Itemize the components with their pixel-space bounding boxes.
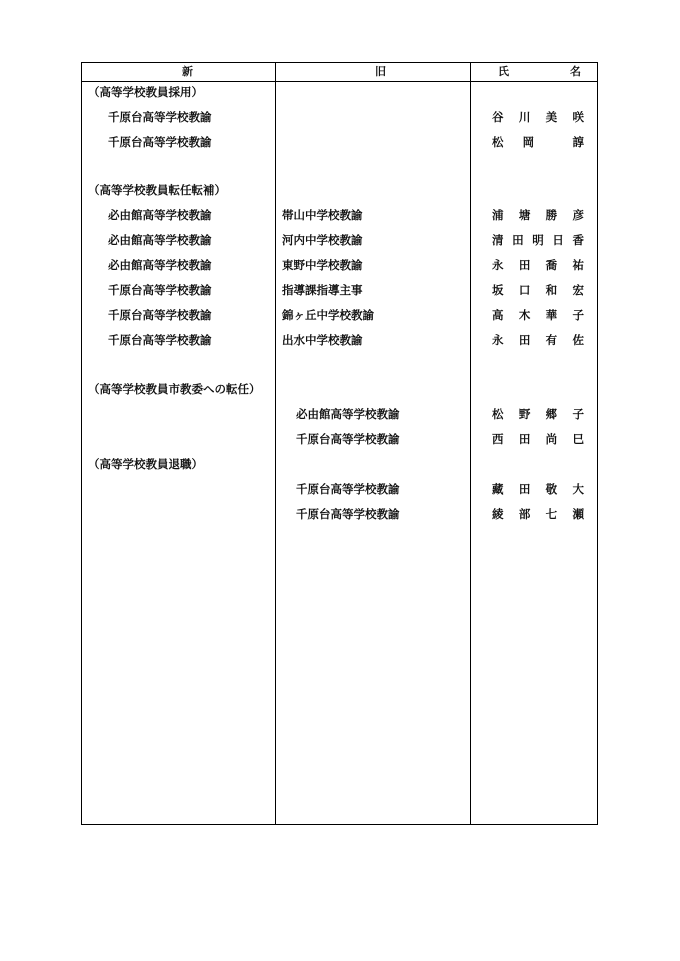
table-row [82,230,597,250]
new-position: 必由館高等学校教諭 [108,258,212,272]
person-name [492,404,584,424]
old-position: 帯山中学校教諭 [282,208,363,222]
section-heading: （高等学校教員転任転補） [88,183,226,197]
table-row [82,132,597,152]
old-position: 東野中学校教諭 [282,258,363,272]
old-position: 千原台高等学校教諭 [296,507,400,521]
person-name [492,504,584,524]
person-name [492,132,584,152]
name-char: 諄 [572,135,584,149]
name-char: 藏 [492,482,504,496]
name-char: 和 [545,283,558,297]
old-position: 千原台高等学校教諭 [296,432,400,446]
table-row [82,479,597,499]
name-char: 尚 [545,432,558,446]
name-char: 敬 [545,482,558,496]
table-row [82,379,597,399]
name-char: 七 [545,507,558,521]
name-char: 坂 [492,283,504,297]
table-row [82,180,597,200]
name-char: 松 [492,407,504,421]
name-char: 永 [492,258,504,272]
old-position: 指導課指導主事 [282,283,363,297]
name-char: 清 [492,233,504,247]
name-char: 西 [492,432,504,446]
section-heading: （高等学校教員採用） [88,85,203,99]
header-name-2: 名 [570,65,581,78]
new-position: 千原台高等学校教諭 [108,333,212,347]
old-position: 錦ヶ丘中学校教諭 [282,308,374,322]
name-char: 子 [572,407,584,421]
person-name [492,479,584,499]
old-position: 必由館高等学校教諭 [296,407,400,421]
name-char: 高 [492,308,504,322]
name-char: 木 [518,308,531,322]
table-row [82,305,597,325]
personnel-table [81,62,598,825]
name-char: 田 [518,482,531,496]
new-position: 必由館高等学校教諭 [108,233,212,247]
table-row [82,404,597,424]
name-char: 瀬 [572,507,584,521]
header-name-1: 氏 [498,65,509,78]
name-char: 郷 [545,407,558,421]
person-name [492,205,584,225]
person-name [492,107,584,127]
name-char: 佐 [572,333,584,347]
name-char: 浦 [492,208,504,222]
old-position: 河内中学校教諭 [282,233,363,247]
new-position: 千原台高等学校教諭 [108,110,212,124]
name-char: 大 [572,482,584,496]
name-char: 宏 [572,283,584,297]
table-row [82,255,597,275]
person-name [492,330,584,350]
new-position: 千原台高等学校教諭 [108,135,212,149]
table-row [82,205,597,225]
name-char: 塘 [518,208,531,222]
name-char: 喬 [545,258,558,272]
name-char: 口 [518,283,531,297]
name-char: 咲 [572,110,584,124]
name-char: 田 [512,233,524,247]
table-row [82,280,597,300]
name-char: 巳 [572,432,584,446]
name-char: 子 [572,308,584,322]
header-old: 旧 [375,65,386,78]
new-position: 千原台高等学校教諭 [108,308,212,322]
name-char: 田 [518,333,531,347]
table-row [82,330,597,350]
name-char: 香 [572,233,584,247]
name-char: 美 [545,110,558,124]
name-char: 華 [545,308,558,322]
name-char: 勝 [545,208,558,222]
table-row [82,82,597,102]
name-char: 田 [518,432,531,446]
table-row [82,454,597,474]
name-char: 川 [518,110,531,124]
name-char: 野 [518,407,531,421]
table-row [82,504,597,524]
name-char: 松 [492,135,504,149]
new-position: 必由館高等学校教諭 [108,208,212,222]
person-name [492,429,584,449]
section-heading: （高等学校教員退職） [88,457,203,471]
name-char: 彦 [572,208,584,222]
name-char: 田 [518,258,531,272]
table-row [82,429,597,449]
section-heading: （高等学校教員市教委への転任） [88,382,261,396]
person-name [492,230,584,250]
old-position: 千原台高等学校教諭 [296,482,400,496]
old-position: 出水中学校教諭 [282,333,363,347]
name-char: 明 [532,233,544,247]
name-char: 日 [552,233,564,247]
name-char: 有 [545,333,558,347]
name-char: 部 [518,507,531,521]
person-name [492,255,584,275]
name-char: 谷 [492,110,504,124]
new-position: 千原台高等学校教諭 [108,283,212,297]
header-new: 新 [182,65,193,78]
table-row [82,107,597,127]
name-char: 祐 [572,258,584,272]
person-name [492,305,584,325]
name-char: 綾 [492,507,504,521]
name-char: 永 [492,333,504,347]
name-char: 岡 [522,135,535,149]
person-name [492,280,584,300]
